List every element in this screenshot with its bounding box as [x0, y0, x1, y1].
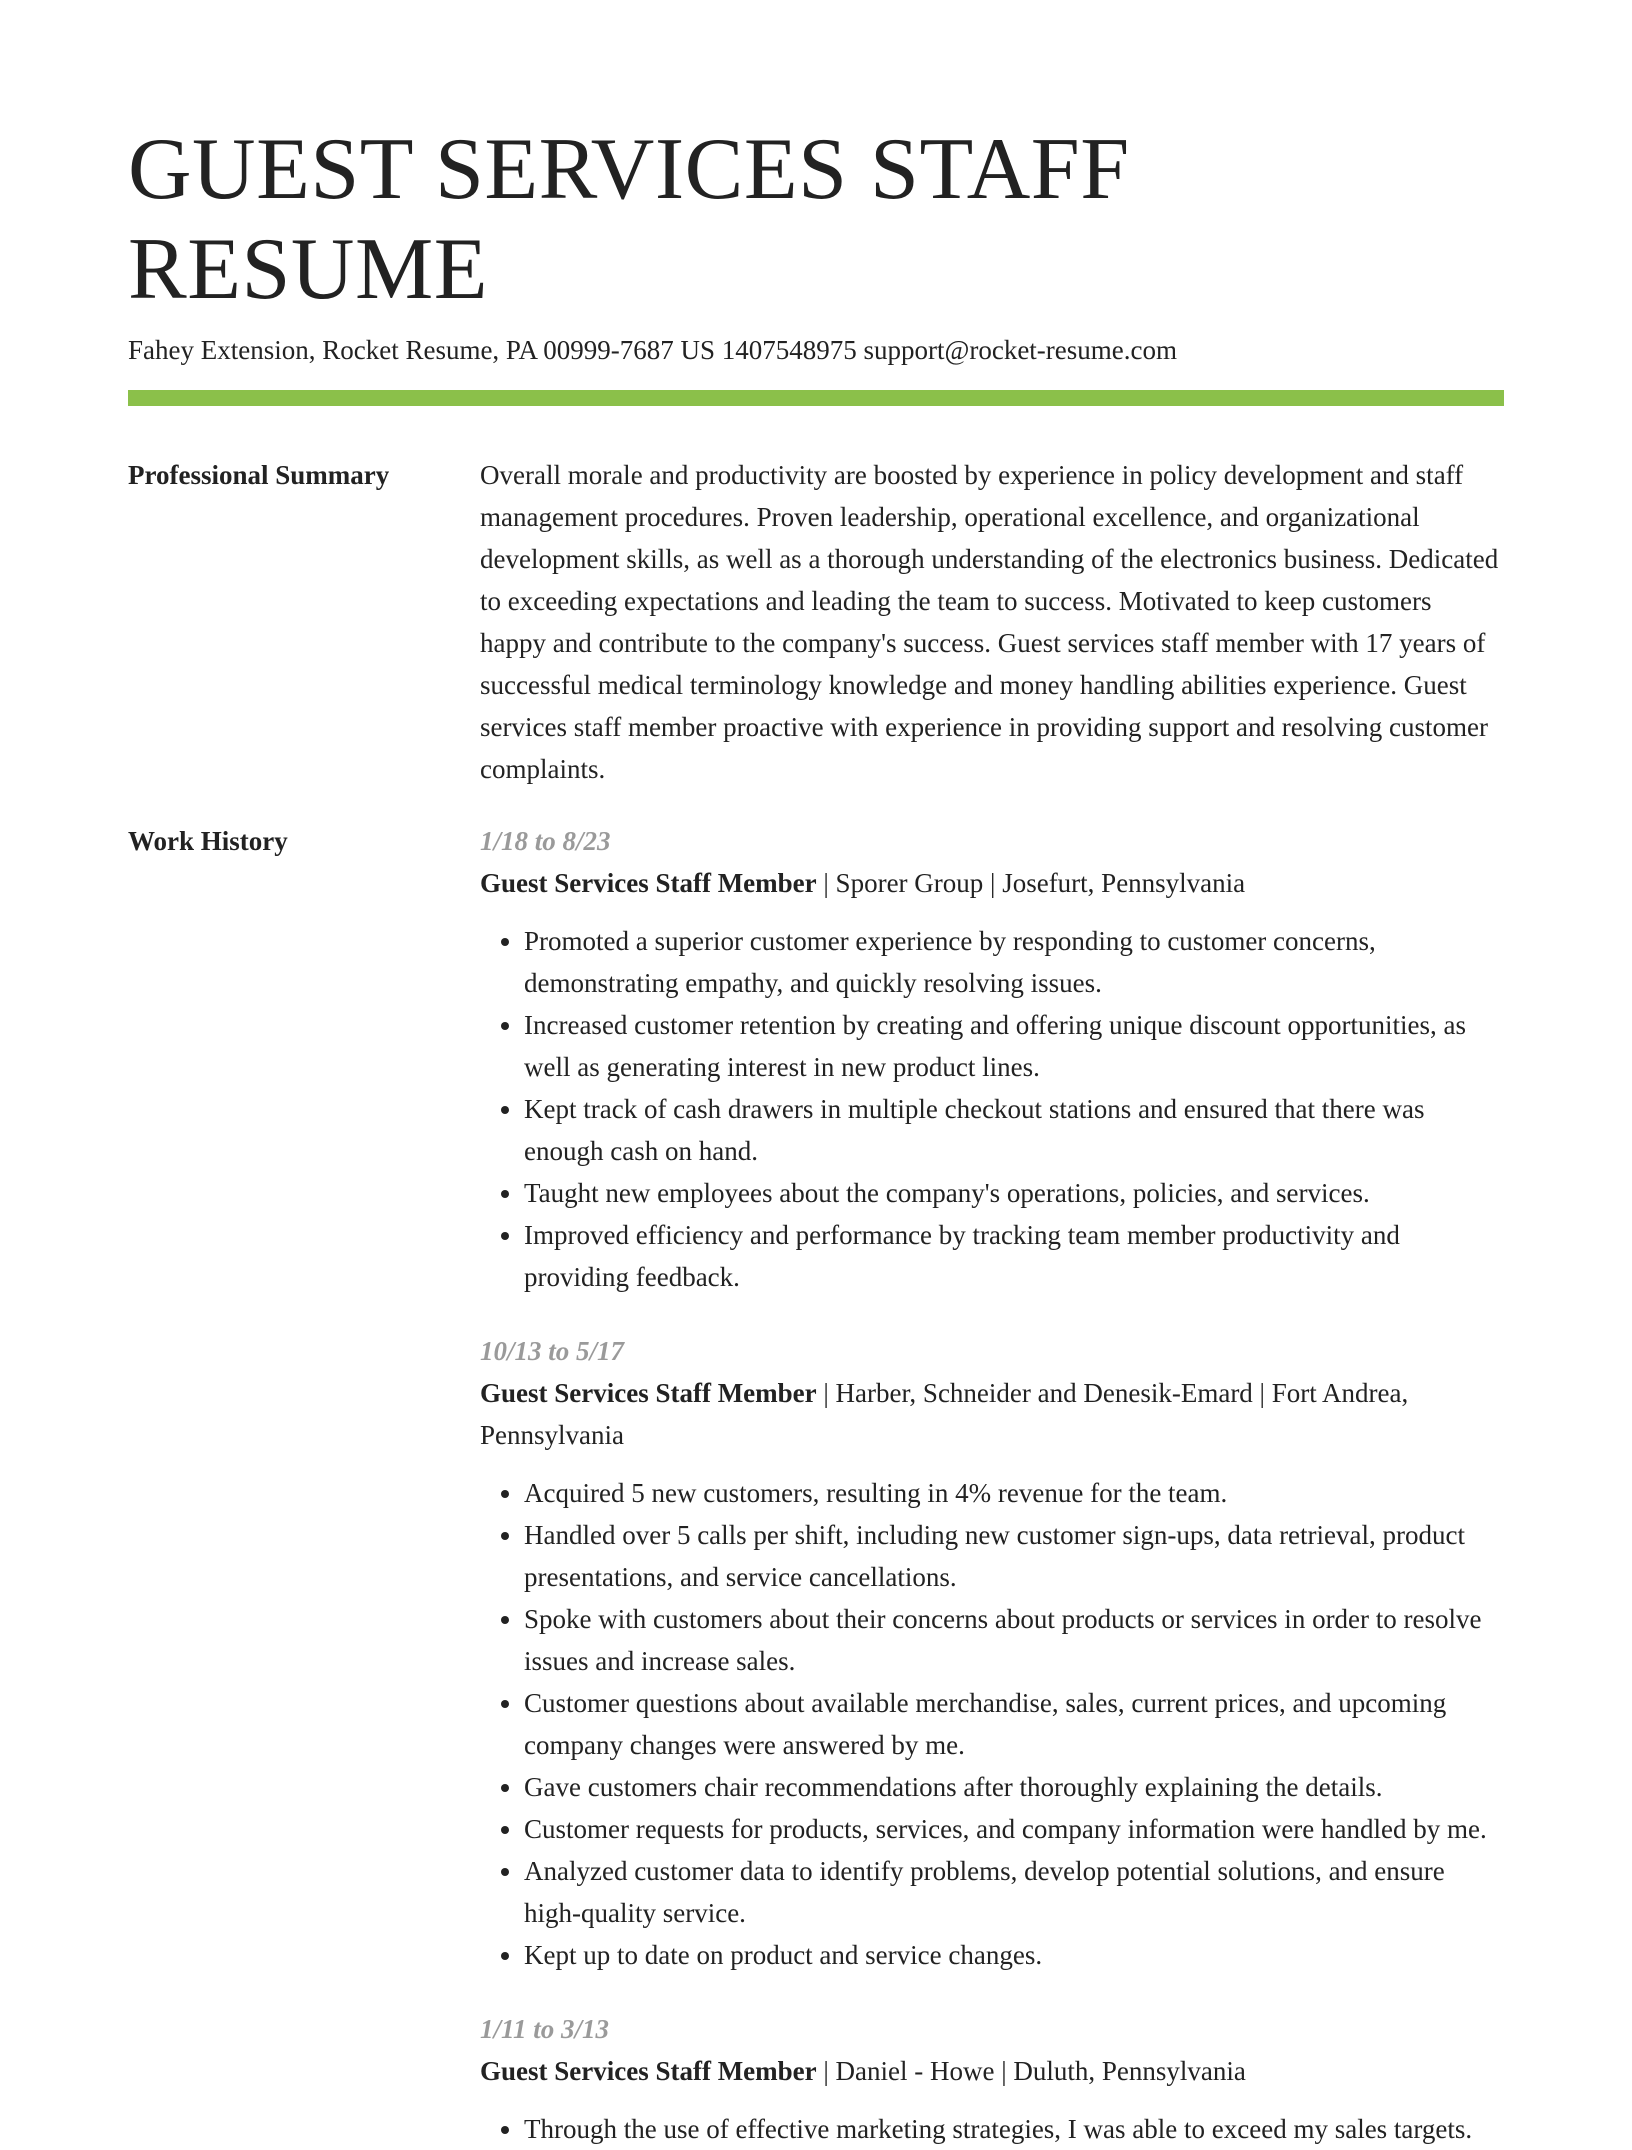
list-item: • Kept track of cash drawers in multiple checkout stations and ensured that there was enough cash on hand.: [524, 1088, 1504, 1172]
job-dates: 1/18 to 8/23: [480, 826, 611, 856]
job-entry: [480, 2008, 1504, 2150]
list-item: • Analyzed customer data to identify problems, develop potential solutions, and ensure high-quality service.: [524, 1850, 1504, 1934]
list-item: • Through the use of effective marketing strategies, I was able to exceed my sales targets.: [524, 2108, 1504, 2150]
job-bullets: [480, 1472, 1504, 1976]
job-role: Guest Services Staff Member: [480, 2056, 817, 2086]
section-label-summary: Professional Summary: [128, 460, 390, 490]
list-item: • Handled over 5 calls per shift, including new customer sign-ups, data retrieval, product presentations, and service cancellations.: [524, 1514, 1504, 1598]
job-details: | Harber, Schneider and Denesik-Emard | Fort Andrea, Pennsylvania: [480, 1378, 1409, 1450]
job-details: | Daniel - Howe | Duluth, Pennsylvania: [816, 2056, 1246, 2086]
list-item: • Spoke with customers about their concerns about products or services in order to resolve issues and increase sales.: [524, 1598, 1504, 1682]
job-bullets: [480, 2108, 1504, 2150]
job-list: [480, 820, 1504, 2150]
list-item: • Increased customer retention by creating and offering unique discount opportunities, as well as generating interest in new product lines.: [524, 1004, 1504, 1088]
job-heading: [480, 1372, 1504, 1456]
list-item: • Improved efficiency and performance by tracking team member productivity and providing feedback.: [524, 1214, 1504, 1298]
job-details: | Sporer Group | Josefurt, Pennsylvania: [816, 868, 1246, 898]
list-item: • Promoted a superior customer experience by responding to customer concerns, demonstrating empathy, and quickly resolving issues.: [524, 920, 1504, 1004]
list-item: • Customer questions about available merchandise, sales, current prices, and upcoming company changes were answered by me.: [524, 1682, 1504, 1766]
resume-page: [128, 120, 1504, 2150]
job-dates: 1/11 to 3/13: [480, 2014, 610, 2044]
work-history-section: [128, 820, 1504, 2150]
list-item: • Acquired 5 new customers, resulting in 4% revenue for the team.: [524, 1472, 1504, 1514]
list-item: • Gave customers chair recommendations after thoroughly explaining the details.: [524, 1766, 1504, 1808]
list-item: • Taught new employees about the company's operations, policies, and services.: [524, 1172, 1504, 1214]
list-item: • Kept up to date on product and service changes.: [524, 1934, 1504, 1976]
job-entry: [480, 1330, 1504, 1976]
job-entry: [480, 820, 1504, 1298]
professional-summary-section: [128, 454, 1504, 790]
job-bullets: [480, 920, 1504, 1298]
job-role: Guest Services Staff Member: [480, 868, 817, 898]
summary-text: Overall morale and productivity are boosted by experience in policy development and staff management procedures. Proven leadership, operational excellence, and organizational development skills, as well as a thorough understanding of the electronics business. Dedicated to exceeding expectations and leading the team to success. Motivated to keep customers happy and contribute to the company's success. Guest services staff member with 17 years of successful medical terminology knowledge and money handling abilities experience. Guest services staff member proactive with experience in providing support and resolving customer complaints.: [480, 460, 1499, 784]
job-role: Guest Services Staff Member: [480, 1378, 817, 1408]
job-heading: [480, 862, 1504, 904]
job-dates: 10/13 to 5/17: [480, 1336, 625, 1366]
resume-title: GUEST SERVICES STAFF RESUME: [128, 121, 1130, 318]
job-heading: [480, 2050, 1504, 2092]
accent-divider: [128, 390, 1504, 406]
list-item: • Customer requests for products, services, and company information were handled by me.: [524, 1808, 1504, 1850]
contact-info: Fahey Extension, Rocket Resume, PA 00999-7687 US 1407548975 support@rocket-resume.com: [128, 335, 1178, 365]
section-label-work-history: Work History: [128, 826, 288, 856]
